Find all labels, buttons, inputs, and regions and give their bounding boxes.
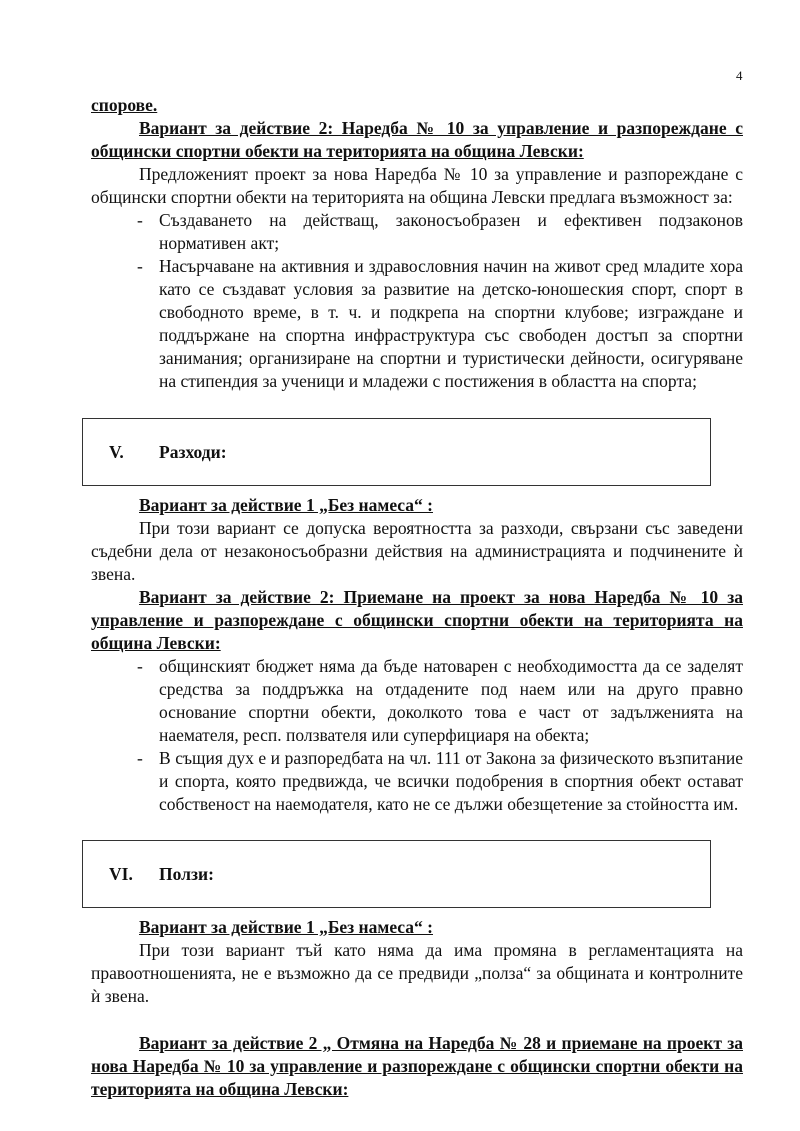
expenses-option2-bullets: [91, 655, 743, 816]
option2-regulation-heading: Вариант за действие 2: Наредба № 10 за управление и разпореждане с общински спортни обекти на територията на община Левски:: [91, 118, 743, 161]
continuation-heading: спорове.: [91, 95, 158, 115]
page-number: 4: [736, 68, 743, 83]
expenses-option1-text: При този вариант се допуска вероятността за разходи, свързани със заведени съдебни дела от незаконосъобразни действия на администрацията и подчинените ѝ звена.: [91, 518, 743, 584]
section-vi-title: Ползи:: [159, 864, 214, 884]
section-v-box: [82, 418, 711, 486]
section-v-number: V.: [109, 442, 124, 462]
option2-regulation-intro: Предложеният проект за нова Наредба № 10 за управление и разпореждане с общински спортни обекти на територията на община Левски предлага възможност за:: [91, 164, 743, 207]
list-item: - Създаването на действащ, законосъобразен и ефективен подзаконов нормативен акт;: [159, 209, 743, 255]
document-body: [91, 94, 743, 1101]
list-item: - общинският бюджет няма да бъде натоварен с необходимостта да се заделят средства за поддръжка на отдадените под наем или на друго правно основание спортни обекти, доколкото това е част от задълженията на наемателя, респ. ползвателя или суперфициаря на обекта;: [159, 655, 743, 747]
section-vi-number: VI.: [109, 864, 133, 884]
option2-regulation-bullets: [91, 209, 743, 393]
expenses-option1-heading: Вариант за действие 1 „Без намеса“ :: [139, 495, 433, 515]
list-item: - Насърчаване на активния и здравословния начин на живот сред младите хора като се създават условия за развитие на детско-юношеския спорт, спорт в свободното време, в т. ч. и подкрепа на спортни клубове; изграждане и поддържане на спортна инфраструктура със свободен достъп за спортни занимания; организиране на спортни и туристически дейности, осигуряване на стипендия за ученици и младежи с постижения в областта на спорта;: [159, 255, 743, 393]
benefits-option1-heading: Вариант за действие 1 „Без намеса“ :: [139, 917, 433, 937]
section-v-title: Разходи:: [159, 442, 227, 462]
benefits-option2-heading: Вариант за действие 2 „ Отмяна на Наредба № 28 и приемане на проект за нова Наредба № 10 за управление и разпореждане с общински спортни обекти на територията на община Левски:: [91, 1033, 743, 1099]
list-item: - В същия дух е и разпоредбата на чл. 111 от Закона за физическото възпитание и спорта, която предвижда, че всички подобрения в спортния обект остават собственост на наемодателя, като не се дължи обезщетение за стойността им.: [159, 747, 743, 816]
expenses-option2-heading: Вариант за действие 2: Приемане на проект за нова Наредба № 10 за управление и разпореждане с общински спортни обекти на територията на община Левски:: [91, 587, 743, 653]
benefits-option1-text: При този вариант тъй като няма да има промяна в регламентацията на правоотношенията, не е възможно да се предвиди „полза“ за общината и контролните ѝ звена.: [91, 940, 743, 1006]
section-vi-box: [82, 840, 711, 908]
